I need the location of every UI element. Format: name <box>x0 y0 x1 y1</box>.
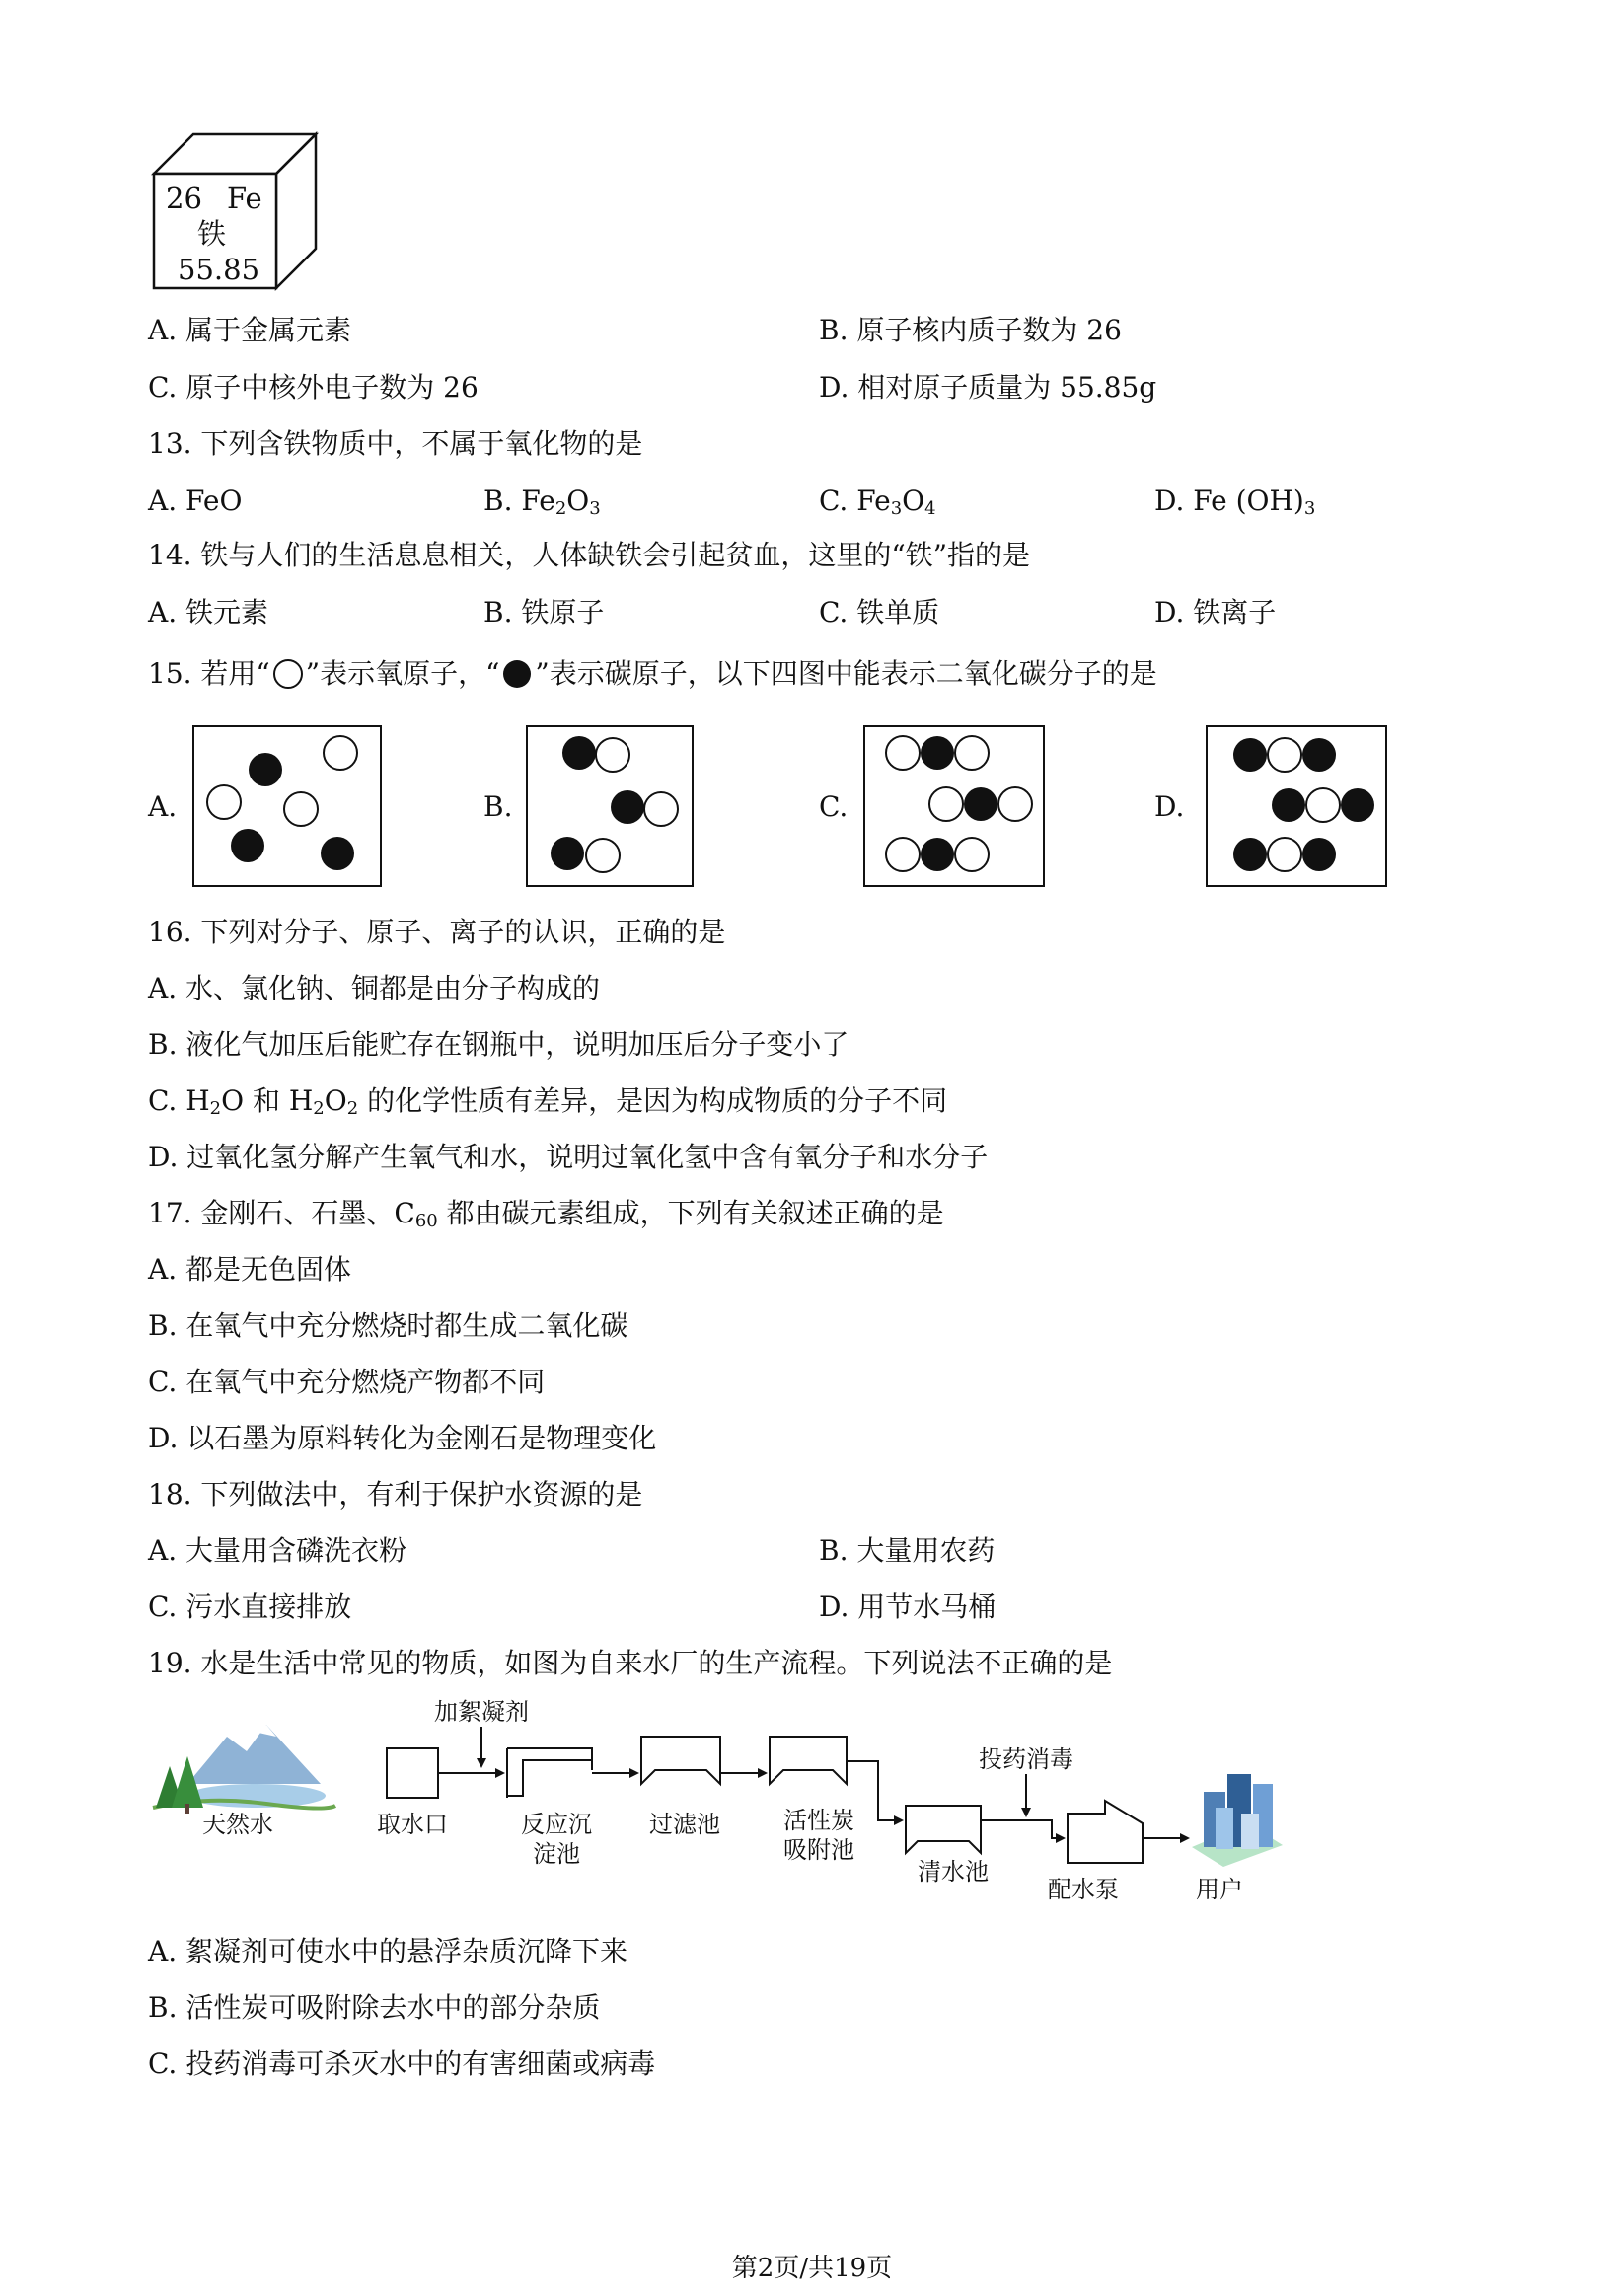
q16-option-b: B. 液化气加压后能贮存在钢瓶中，说明加压后分子变小了 <box>148 1028 849 1061</box>
q14-option-a: A. 铁元素 <box>148 596 269 629</box>
q14-option-c: C. 铁单质 <box>819 596 940 629</box>
q13-stem: 13. 下列含铁物质中，不属于氧化物的是 <box>148 427 643 460</box>
molecule-box-c <box>863 725 1045 887</box>
element-mass: 55.85 <box>178 253 260 286</box>
label-intake: 取水口 <box>377 1811 448 1838</box>
label-filter: 过滤池 <box>649 1811 720 1838</box>
q16-stem: 16. 下列对分子、原子、离子的认识，正确的是 <box>148 916 726 948</box>
label-user: 用户 <box>1196 1876 1243 1903</box>
q16-option-a: A. 水、氯化钠、铜都是由分子构成的 <box>148 972 601 1004</box>
q13-option-c: C. $Fe_3O_4$ <box>819 484 936 519</box>
q13-option-b: B. $Fe_2O_3$ <box>483 484 601 519</box>
q15-label-a: A. <box>148 790 178 823</box>
q17-option-c: C. 在氧气中充分燃烧产物都不同 <box>148 1366 546 1398</box>
q19-option-a: A. 絮凝剂可使水中的悬浮杂质沉降下来 <box>148 1935 628 1967</box>
mountain-landscape-icon <box>153 1725 335 1814</box>
q16-option-c: C. $H_2O$ 和 $H_2O_2$ 的化学性质有差异，是因为构成物质的分子不同 <box>148 1084 948 1119</box>
water-treatment-flow-diagram <box>148 1697 1312 1904</box>
element-name: 铁 <box>197 217 227 251</box>
q15-stem: 15. 若用“ ”表示氧原子，“ ”表示碳原子，以下四图中能表示二氧化碳分子的是 <box>148 657 1157 690</box>
q12-option-c: C. 原子中核外电子数为 26 <box>148 371 479 404</box>
q14-option-b: B. 铁原子 <box>483 596 605 629</box>
label-coagulant: 加絮凝剂 <box>434 1698 529 1726</box>
label-carbon-2: 吸附池 <box>783 1836 854 1864</box>
label-reaction-2: 淀池 <box>533 1840 580 1868</box>
q17-option-a: A. 都是无色固体 <box>148 1253 352 1286</box>
q19-option-c: C. 投药消毒可杀灭水中的有害细菌或病毒 <box>148 2047 656 2080</box>
q15-label-c: C. <box>819 790 849 823</box>
label-reaction-1: 反应沉 <box>521 1811 592 1838</box>
q18-stem: 18. 下列做法中，有利于保护水资源的是 <box>148 1478 643 1511</box>
molecule-box-d <box>1206 725 1387 887</box>
label-natural-water: 天然水 <box>202 1811 273 1838</box>
q17-stem: 17. 金刚石、石墨、$C_{60}$ 都由碳元素组成，下列有关叙述正确的是 <box>148 1197 944 1231</box>
q12-option-d: D. 相对原子质量为 55.85g <box>819 371 1157 404</box>
q12-option-a: A. 属于金属元素 <box>148 314 352 346</box>
label-disinfect: 投药消毒 <box>979 1745 1073 1773</box>
molecule-box-b <box>526 725 694 887</box>
label-pump: 配水泵 <box>1048 1876 1119 1903</box>
q13-option-a: A. FeO <box>148 484 243 517</box>
q18-option-b: B. 大量用农药 <box>819 1534 996 1567</box>
q16-option-d: D. 过氧化氢分解产生氧气和水，说明过氧化氢中含有氧分子和水分子 <box>148 1141 989 1173</box>
q18-option-a: A. 大量用含磷洗衣粉 <box>148 1534 407 1567</box>
q12-option-b: B. 原子核内质子数为 26 <box>819 314 1122 346</box>
q18-option-d: D. 用节水马桶 <box>819 1591 997 1623</box>
city-buildings-icon <box>1192 1774 1283 1867</box>
q17-option-b: B. 在氧气中充分燃烧时都生成二氧化碳 <box>148 1309 628 1342</box>
q19-stem: 19. 水是生活中常见的物质，如图为自来水厂的生产流程。下列说法不正确的是 <box>148 1647 1113 1679</box>
q14-option-d: D. 铁离子 <box>1154 596 1277 629</box>
label-clean-tank: 清水池 <box>918 1858 989 1886</box>
q13-option-d: D. Fe $(OH)_3$ <box>1154 484 1316 519</box>
q17-option-d: D. 以石墨为原料转化为金刚石是物理变化 <box>148 1422 657 1454</box>
molecule-box-a <box>192 725 382 887</box>
q15-label-b: B. <box>483 790 513 823</box>
q14-stem: 14. 铁与人们的生活息息相关，人体缺铁会引起贫血，这里的“铁”指的是 <box>148 539 1031 571</box>
carbon-atom-icon <box>499 659 535 689</box>
oxygen-atom-icon <box>270 659 306 689</box>
element-number: 26 <box>166 182 202 215</box>
page-footer: 第2页/共19页 <box>731 2254 893 2283</box>
label-carbon-1: 活性炭 <box>783 1807 854 1834</box>
q19-option-b: B. 活性炭可吸附除去水中的部分杂质 <box>148 1991 601 2024</box>
q18-option-c: C. 污水直接排放 <box>148 1591 352 1623</box>
q15-label-d: D. <box>1154 790 1185 823</box>
element-symbol: Fe <box>227 182 262 215</box>
